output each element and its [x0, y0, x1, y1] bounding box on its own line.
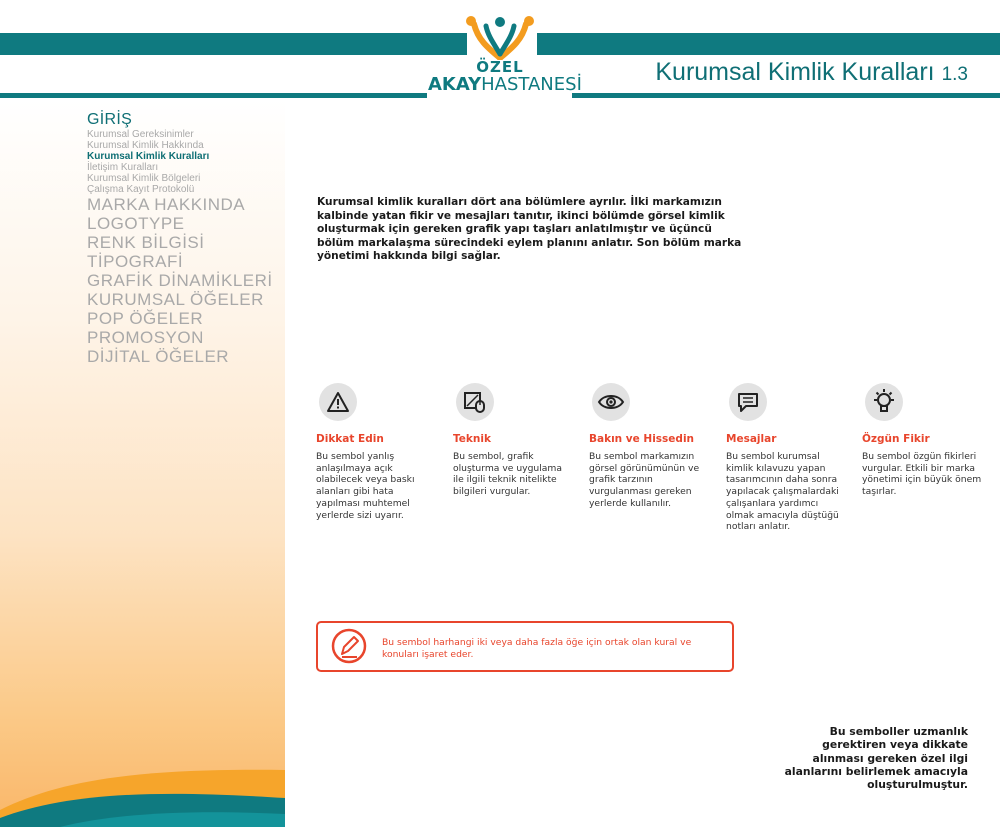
symbol-desc: Bu sembol, grafik oluşturma ve uygulama ile ilgili teknik nitelikte bilgileri vurgular. [453, 451, 563, 498]
note-text: Bu sembol harhangi iki veya daha fazla öğe için ortak olan kural ve konuları işaret eder. [382, 637, 692, 660]
nav-section[interactable]: RENK BİLGİSİ [87, 233, 205, 252]
symbol-card [453, 383, 573, 498]
eye-icon [592, 383, 630, 421]
nav-section[interactable]: DİJİTAL ÖĞELER [87, 347, 230, 366]
symbol-title: Bakın ve Hissedin [589, 433, 695, 445]
nav-section[interactable]: TİPOGRAFİ [87, 252, 184, 271]
symbol-title: Mesajlar [726, 433, 777, 445]
nav-item-active[interactable]: Kurumsal Kimlik Kuralları [87, 151, 210, 162]
warning-icon [319, 383, 357, 421]
nav-section-giris[interactable]: GİRİŞ [87, 111, 133, 128]
common-rule-note [316, 621, 734, 672]
message-icon [729, 383, 767, 421]
sidebar-wave-decoration [0, 740, 285, 827]
symbol-desc: Bu sembol yanlış anlaşılmaya açık olabilecek veya baskı alanları gibi hata yapılması muhtemel yerlerde sizi uyarır. [316, 451, 415, 521]
logo-top-text: ÖZEL [476, 58, 524, 76]
hospital-logo [428, 14, 582, 114]
symbol-card [726, 383, 846, 533]
logo-brand-text: AKAYHASTANESİ [428, 74, 582, 95]
nav-item[interactable]: Çalışma Kayıt Protokolü [87, 184, 195, 195]
symbol-card [862, 383, 982, 498]
page-title: Kurumsal Kimlik Kuralları 1.3 [655, 58, 968, 86]
nav-section[interactable]: POP ÖĞELER [87, 309, 204, 328]
technical-icon [456, 383, 494, 421]
logo-figures-icon [460, 14, 540, 60]
footer-note: Bu semboller uzmanlık gerektiren veya dikkate alınması gereken özel ilgi alanlarını belirlemek amacıyla oluşturulmuştur. [784, 725, 968, 792]
header-line-left [0, 93, 427, 98]
symbol-card [316, 383, 436, 521]
header-band-right [537, 33, 1000, 55]
nav-section[interactable]: MARKA HAKKINDA [87, 195, 246, 214]
symbol-title: Teknik [453, 433, 491, 445]
nav-item[interactable]: İletişim Kuralları [87, 162, 159, 173]
nav-section[interactable]: GRAFİK DİNAMİKLERİ [87, 271, 273, 290]
header-line-right [572, 93, 1000, 98]
symbol-desc: Bu sembol markamızın görsel görünümünün ve grafik tarzının vurgulanması gereken yerlerde kullanılır. [589, 451, 700, 509]
nav-item[interactable]: Kurumsal Gereksinimler [87, 129, 194, 140]
pencil-icon [330, 627, 368, 665]
nav-item[interactable]: Kurumsal Kimlik Bölgeleri [87, 173, 201, 184]
symbol-desc: Bu sembol kurumsal kimlik kılavuzu yapan tasarımcının daha sonra yapılacak çalışmalardaki çalışanlara yardımcı olmak amacıyla düştüğü notları anlatır. [726, 451, 839, 533]
symbol-desc: Bu sembol özgün fikirleri vurgular. Etkili bir marka yönetimi için büyük önem taşırlar. [862, 451, 982, 498]
lightbulb-icon [865, 383, 903, 421]
nav-section[interactable]: LOGOTYPE [87, 214, 185, 233]
symbol-card [589, 383, 709, 510]
intro-paragraph: Kurumsal kimlik kuralları dört ana bölümlere ayrılır. İlki markamızın kalbinde yatan fikir ve mesajları tanıtır, ikinci bölümde görsel kimlik oluşturmak için gereken grafik yapı taşları anlatılmıştır ve üçüncü bölüm markalaşma sürecindeki eylem planını anlatır. Son bölüm marka yönetimi hakkında bilgi sağlar. [317, 196, 742, 262]
sidebar-nav [87, 110, 273, 366]
nav-item[interactable]: Kurumsal Kimlik Hakkında [87, 140, 204, 151]
page-version: 1.3 [941, 64, 968, 85]
symbol-title: Özgün Fikir [862, 433, 930, 445]
nav-section[interactable]: PROMOSYON [87, 328, 204, 347]
nav-section[interactable]: KURUMSAL ÖĞELER [87, 290, 264, 309]
header-band-left [0, 33, 467, 55]
symbol-title: Dikkat Edin [316, 433, 384, 445]
